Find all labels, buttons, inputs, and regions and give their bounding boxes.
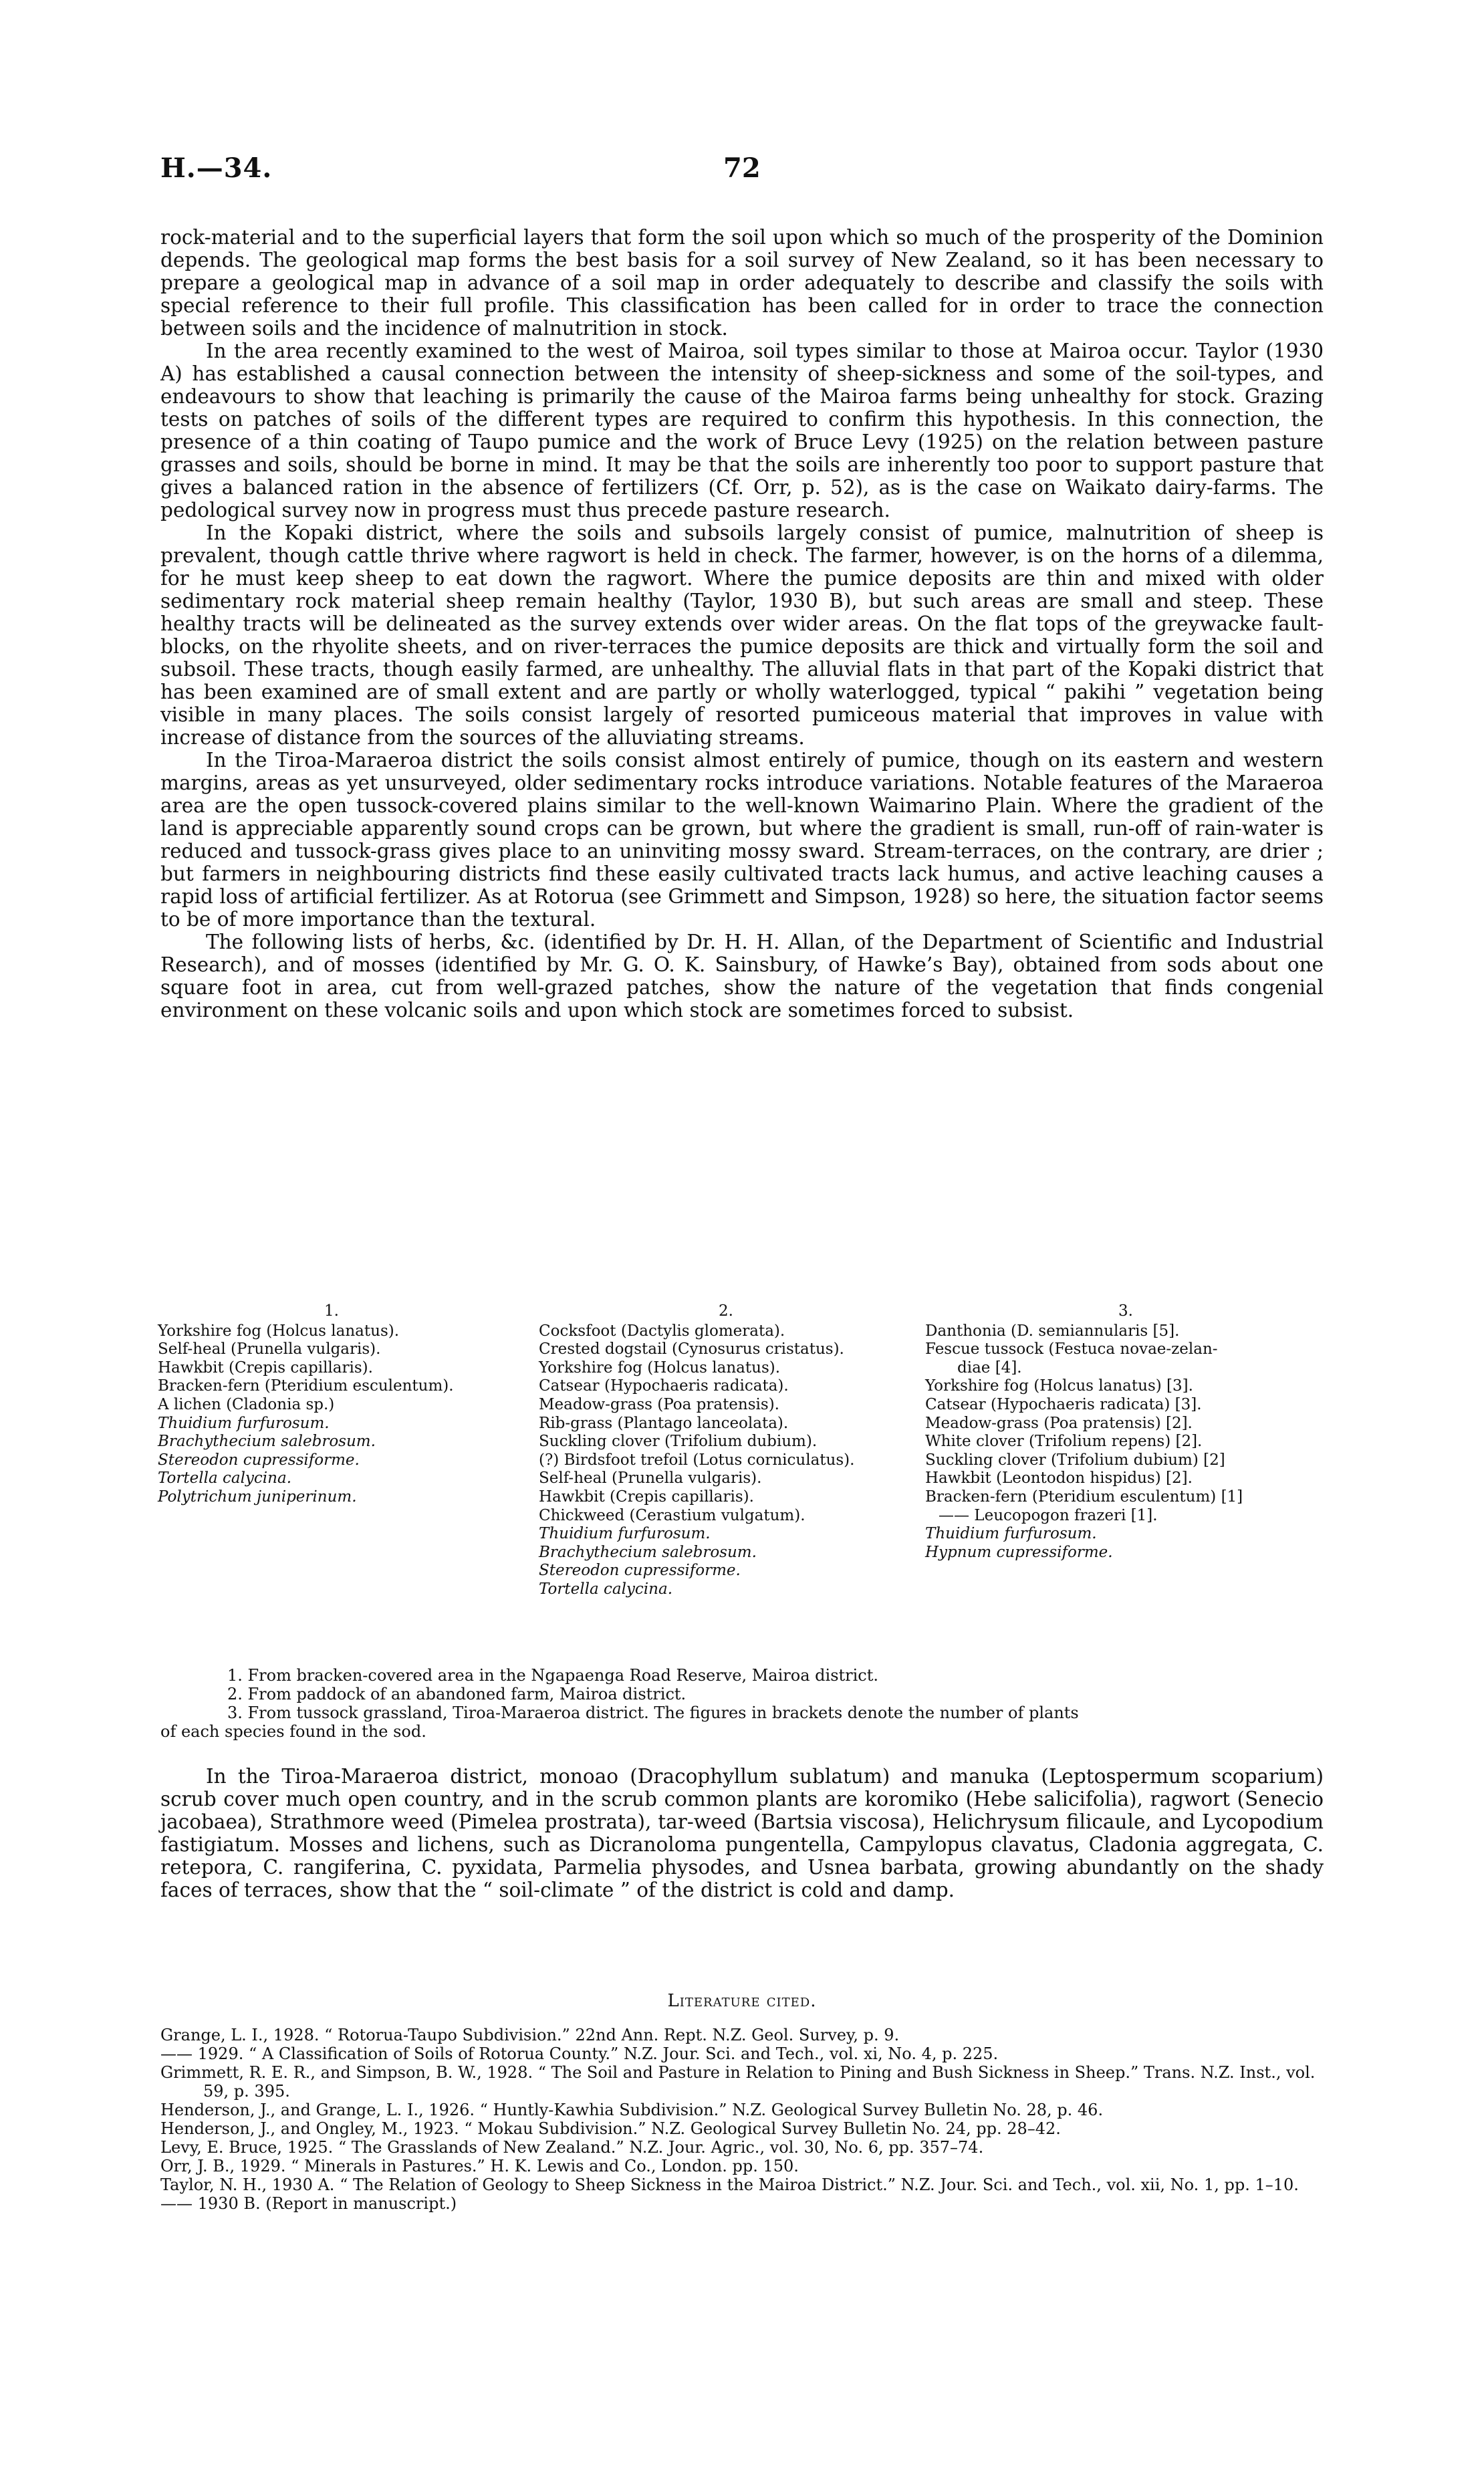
paragraph-4: In the Tiroa-Maraeroa district the soils consist almost entirely of pumice, though on its eastern and western margins, areas as yet unsurveyed, older sedimentary rocks introduce variations. Notable features of the Maraeroa area are the open tussock-covered plains similar to the well-known Waimarino Plain. Where the gradient of the land is appreciable apparently sound crops can be grown, but where the gradient is small, run-off of rain-water is reduced and tussock-grass gives place to an uninviting mossy sward. Stream-terraces, on the contrary, are drier ; but farmers in neighbouring districts find these easily cultivated tracts lack humus, and active leaching causes a rapid loss of artificial fertilizer. As at Rotorua (see Grimmett and Simpson, 1928) so here, the situation factor seems to be of more importance than the textural. (160, 749, 1324, 931)
reference-item: Henderson, J., and Grange, L. I., 1926. “ Huntly-Kawhia Subdivision.” N.Z. Geological Survey Bulletin No. 28, p. 46. (160, 2101, 1104, 2119)
list-item: Bracken-fern (Pteridium esculentum) [1] (925, 1488, 1243, 1506)
list-item: Suckling clover (Trifolium dubium). (539, 1433, 818, 1451)
list-item: Meadow-grass (Poa pratensis). (539, 1395, 779, 1413)
list-item: Tortella calycina. (158, 1469, 292, 1488)
reference-item: Levy, E. Bruce, 1925. “ The Grasslands of New Zealand.” N.Z. Jour. Agric., vol. 30, No. 6, pp. 357–74. (160, 2138, 984, 2157)
list-item: Yorkshire fog (Holcus lanatus). (158, 1322, 400, 1340)
note-2: 2. From paddock of an abandoned farm, Mairoa district. (227, 1685, 687, 1703)
note-3: 3. From tussock grassland, Tiroa-Maraeroa district. The figures in brackets denote the number of plants (227, 1703, 1079, 1722)
list-item: Bracken-fern (Pteridium esculentum). (158, 1377, 454, 1395)
paragraph-5: The following lists of herbs, &c. (identified by Dr. H. H. Allan, of the Department of Scientific and Industrial Research), and of mosses (identified by Mr. G. O. K. Sainsbury, of Hawke’s Bay), obtained from sods about one square foot in area, cut from well-grazed patches, show the nature of the vegetation that finds congenial environment on these volcanic soils and upon which stock are sometimes forced to subsist. (160, 931, 1324, 1022)
list-item: Cocksfoot (Dactylis glomerata). (539, 1322, 785, 1340)
list-heading: 2. (719, 1302, 733, 1320)
list-item: Brachythecium salebrosum. (158, 1433, 376, 1451)
list-item: Thuidium furfurosum. (925, 1525, 1097, 1543)
reference-item: Taylor, N. H., 1930 A. “ The Relation of Geology to Sheep Sickness in the Mairoa District.” N.Z. Jour. Sci. and Tech., vol. xii, No. 1, pp. 1–10. (160, 2175, 1299, 2194)
note-3-continued: of each species found in the sod. (160, 1722, 426, 1741)
literature-heading: Literature cited. (667, 1991, 817, 2011)
list-item: Yorkshire fog (Holcus lanatus). (539, 1358, 781, 1377)
list-item: Danthonia (D. semiannularis [5]. (925, 1322, 1180, 1340)
list-item: Meadow-grass (Poa pratensis) [2]. (925, 1414, 1193, 1432)
reference-item: —— 1929. “ A Classification of Soils of Rotorua County.” N.Z. Jour. Sci. and Tech., vol. xi, No. 4, p. 225. (160, 2044, 999, 2063)
list-item: (?) Birdsfoot trefoil (Lotus corniculatus). (539, 1451, 855, 1469)
list-item: White clover (Trifolium repens) [2]. (925, 1433, 1203, 1451)
list-item: Catsear (Hypochaeris radicata). (539, 1377, 789, 1395)
paragraph-2: In the area recently examined to the west of Mairoa, soil types similar to those at Mairoa occur. Taylor (1930 A) has established a causal connection between the intensity of sheep-sickness and some of the soil-types, and endeavours to show that leaching is primarily the cause of the Mairoa farms being unhealthy for stock. Grazing tests on patches of soils of the different types are required to confirm this hypothesis. In this connection, the presence of a thin coating of Taupo pumice and the work of Bruce Levy (1925) on the relation between pasture grasses and soils, should be borne in mind. It may be that the soils are inherently too poor to support pasture that gives a balanced ration in the absence of fertilizers (Cf. Orr, p. 52), as is the case on Waikato dairy-farms. The pedological survey now in progress must thus precede pasture research. (160, 340, 1324, 521)
list-item: Self-heal (Prunella vulgaris). (539, 1469, 762, 1488)
list-item: Suckling clover (Trifolium dubium) [2] (925, 1451, 1225, 1469)
note-1: 1. From bracken-covered area in the Ngapaenga Road Reserve, Mairoa district. (227, 1666, 879, 1685)
list-heading: 1. (324, 1302, 339, 1320)
list-item: Brachythecium salebrosum. (539, 1543, 757, 1561)
list-heading: 3. (1118, 1302, 1133, 1320)
list-item: Rib-grass (Plantago lanceolata). (539, 1414, 789, 1432)
list-item: Tortella calycina. (539, 1580, 673, 1598)
reference-item: Grimmett, R. E. R., and Simpson, B. W., 1928. “ The Soil and Pasture in Relation to Pining and Bush Sickness in Sheep.” Trans. N.Z. Inst., vol. 59, p. 395. (160, 2063, 1316, 2101)
species-list-1 (158, 1302, 505, 1507)
list-item: A lichen (Cladonia sp.) (158, 1395, 335, 1413)
list-item: Hawkbit (Crepis capillaris). (539, 1488, 754, 1506)
literature-list (160, 2026, 1324, 2213)
page-number: 72 (723, 152, 761, 184)
list-item: Chickweed (Cerastium vulgatum). (539, 1506, 806, 1524)
list-item: Crested dogstail (Cynosurus cristatus). (539, 1340, 844, 1358)
list-item: Thuidium furfurosum. (539, 1525, 711, 1543)
list-notes (160, 1666, 1324, 1741)
list-item: Thuidium furfurosum. (158, 1414, 330, 1432)
species-list-2 (539, 1302, 913, 1599)
list-item: Fescue tussock (Festuca novae-zelan- (925, 1340, 1218, 1358)
list-item: Self-heal (Prunella vulgaris). (158, 1340, 381, 1358)
paragraph-3: In the Kopaki district, where the soils and subsoils largely consist of pumice, malnutrition of sheep is prevalent, though cattle thrive where ragwort is held in check. The farmer, however, is on the horns of a dilemma, for he must keep sheep to eat down the ragwort. Where the pumice deposits are thin and mixed with older sedimentary rock material sheep remain healthy (Taylor, 1930 B), but such areas are small and steep. These healthy tracts will be delineated as the survey extends over wider areas. On the flat tops of the greywacke fault-blocks, on the rhyolite sheets, and on river-terraces the pumice deposits are thick and virtually form the soil and subsoil. These tracts, though easily farmed, are unhealthy. The alluvial flats in that part of the Kopaki district that has been examined are of small extent and are partly or wholly waterlogged, typical “ pakihi ” vegetation being visible in many places. The soils consist largely of resorted pumiceous material that improves in value with increase of distance from the sources of the alluviating streams. (160, 521, 1324, 749)
reference-item: —— 1930 B. (Report in manuscript.) (160, 2194, 457, 2213)
list-item: Yorkshire fog (Holcus lanatus) [3]. (925, 1377, 1193, 1395)
species-list-3 (925, 1302, 1326, 1562)
list-item: Hawkbit (Leontodon hispidus) [2]. (925, 1469, 1193, 1488)
list-item: Stereodon cupressiforme. (158, 1451, 360, 1469)
final-paragraph-block (160, 1765, 1324, 1901)
document-code: H.—34. (160, 152, 273, 184)
list-item: Polytrichum juniperinum. (158, 1488, 357, 1506)
list-item: —— Leucopogon frazeri [1]. (939, 1506, 1158, 1524)
list-item: diae [4]. (957, 1358, 1022, 1377)
list-item: Catsear (Hypochaeris radicata) [3]. (925, 1395, 1202, 1413)
main-text (160, 226, 1324, 1022)
list-item: Hawkbit (Crepis capillaris). (158, 1358, 373, 1377)
reference-item: Orr, J. B., 1929. “ Minerals in Pastures.” H. K. Lewis and Co., London. pp. 150. (160, 2157, 799, 2175)
list-item: Stereodon cupressiforme. (539, 1562, 741, 1580)
reference-item: Henderson, J., and Ongley, M., 1923. “ Mokau Subdivision.” N.Z. Geological Survey Bulletin No. 24, pp. 28–42. (160, 2119, 1061, 2138)
reference-item: Grange, L. I., 1928. “ Rotorua-Taupo Subdivision.” 22nd Ann. Rept. N.Z. Geol. Survey, p. 9. (160, 2026, 900, 2044)
paragraph-1: rock-material and to the superficial layers that form the soil upon which so much of the prosperity of the Dominion depends. The geological map forms the best basis for a soil survey of New Zealand, so it has been necessary to prepare a geological map in advance of a soil map in order adequately to describe and classify the soils with special reference to their full profile. This classification has been called for in order to trace the connection between soils and the incidence of malnutrition in stock. (160, 226, 1324, 340)
final-paragraph: In the Tiroa-Maraeroa district, monoao (Dracophyllum sublatum) and manuka (Leptospermum scoparium) scrub cover much open country, and in the scrub common plants are koromiko (Hebe salicifolia), ragwort (Senecio jacobaea), Strathmore weed (Pimelea prostrata), tar-weed (Bartsia viscosa), Helichrysum filicaule, and Lycopodium fastigiatum. Mosses and lichens, such as Dicranoloma pungentella, Campylopus clavatus, Cladonia aggregata, C. retepora, C. rangiferina, C. pyxidata, Parmelia physodes, and Usnea barbata, growing abundantly on the shady faces of terraces, show that the “ soil-climate ” of the district is cold and damp. (160, 1765, 1324, 1901)
list-item: Hypnum cupressiforme. (925, 1543, 1113, 1561)
